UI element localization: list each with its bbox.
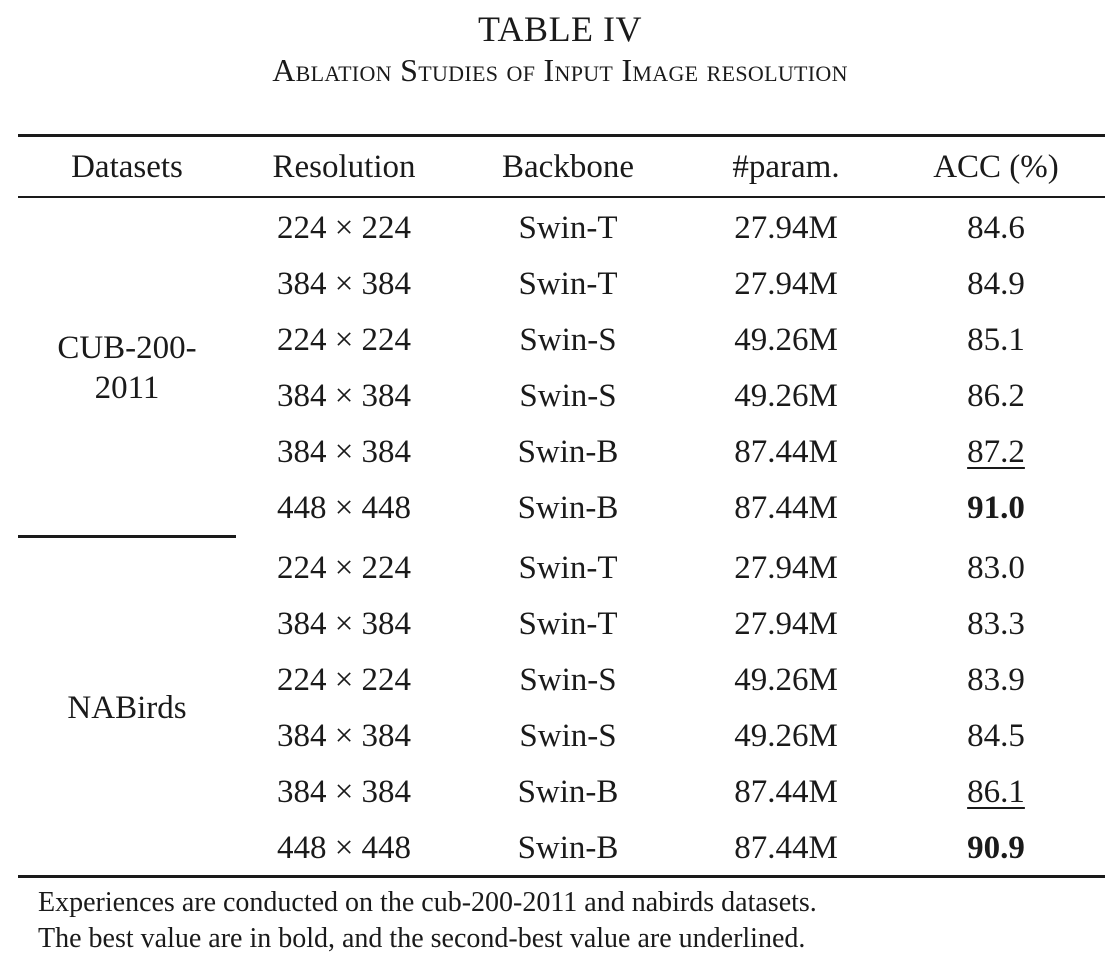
- cell-resolution: 224 × 224: [276, 210, 412, 246]
- cell-acc: 85.1: [967, 322, 1025, 358]
- cell-backbone: Swin-B: [517, 490, 619, 526]
- cell-param: 87.44M: [734, 830, 838, 866]
- cell-backbone: Swin-T: [518, 266, 618, 302]
- cell-param: 87.44M: [734, 774, 838, 810]
- cell-resolution: 384 × 384: [276, 266, 412, 302]
- cell-acc-second-best: [896, 432, 1096, 472]
- cell-param: 49.26M: [734, 662, 838, 698]
- cell-acc: 86.2: [967, 378, 1025, 414]
- header-datasets: Datasets: [71, 149, 183, 185]
- cell-backbone: Swin-B: [517, 774, 619, 810]
- cell-resolution: 448 × 448: [276, 830, 412, 866]
- cell-resolution: 224 × 224: [276, 322, 412, 358]
- group-cub-label: [18, 328, 236, 408]
- header-resolution: Resolution: [272, 149, 416, 185]
- cell-param: 27.94M: [734, 606, 838, 642]
- table-caption-label: TABLE IV: [477, 9, 643, 49]
- cell-resolution: 384 × 384: [276, 718, 412, 754]
- cell-param: 49.26M: [734, 378, 838, 414]
- cell-acc: 83.9: [967, 662, 1025, 698]
- cell-param: 87.44M: [734, 434, 838, 470]
- header-acc: ACC (%): [933, 149, 1059, 185]
- header-param: #param.: [732, 149, 840, 185]
- cell-resolution: 448 × 448: [276, 490, 412, 526]
- cell-backbone: Swin-S: [519, 322, 617, 358]
- cell-param: 49.26M: [734, 718, 838, 754]
- cell-backbone: Swin-S: [519, 662, 617, 698]
- table-caption-title: Ablation Studies of Input Image resolution: [272, 52, 848, 88]
- acc-value: 86.1: [967, 774, 1025, 810]
- cell-resolution: 384 × 384: [276, 606, 412, 642]
- cell-backbone: Swin-T: [518, 550, 618, 586]
- header-rule: [18, 196, 1105, 198]
- cell-acc-best: 90.9: [967, 830, 1025, 866]
- cell-acc: 84.5: [967, 718, 1025, 754]
- cell-param: 87.44M: [734, 490, 838, 526]
- cell-acc: 84.6: [967, 210, 1025, 246]
- cell-backbone: Swin-T: [518, 606, 618, 642]
- cell-acc: 83.0: [967, 550, 1025, 586]
- cell-param: 27.94M: [734, 550, 838, 586]
- cell-backbone: Swin-T: [518, 210, 618, 246]
- cell-resolution: 224 × 224: [276, 550, 412, 586]
- group-nabirds-label: [18, 688, 236, 728]
- top-rule: [18, 134, 1105, 137]
- cell-backbone: Swin-S: [519, 378, 617, 414]
- group-separator-rule: [18, 535, 236, 538]
- cell-param: 27.94M: [734, 210, 838, 246]
- cell-param: 49.26M: [734, 322, 838, 358]
- cell-backbone: Swin-S: [519, 718, 617, 754]
- cell-resolution: 384 × 384: [276, 774, 412, 810]
- cell-acc: 83.3: [967, 606, 1025, 642]
- dataset-name-line2: 2011: [94, 370, 160, 406]
- cell-resolution: 384 × 384: [276, 434, 412, 470]
- table-note-line1: Experiences are conducted on the cub-200-2011 and nabirds datasets.: [38, 887, 817, 918]
- cell-acc-second-best: [896, 772, 1096, 812]
- cell-resolution: 384 × 384: [276, 378, 412, 414]
- cell-param: 27.94M: [734, 266, 838, 302]
- acc-value: 87.2: [967, 434, 1025, 470]
- cell-backbone: Swin-B: [517, 830, 619, 866]
- cell-backbone: Swin-B: [517, 434, 619, 470]
- bottom-rule: [18, 875, 1105, 878]
- header-backbone: Backbone: [502, 149, 634, 185]
- table-note-line2: The best value are in bold, and the second-best value are underlined.: [38, 923, 806, 954]
- cell-acc-best: 91.0: [967, 490, 1025, 526]
- dataset-name-line1: CUB-200-: [57, 330, 197, 366]
- cell-resolution: 224 × 224: [276, 662, 412, 698]
- dataset-name-line1: NABirds: [67, 690, 187, 726]
- cell-acc: 84.9: [967, 266, 1025, 302]
